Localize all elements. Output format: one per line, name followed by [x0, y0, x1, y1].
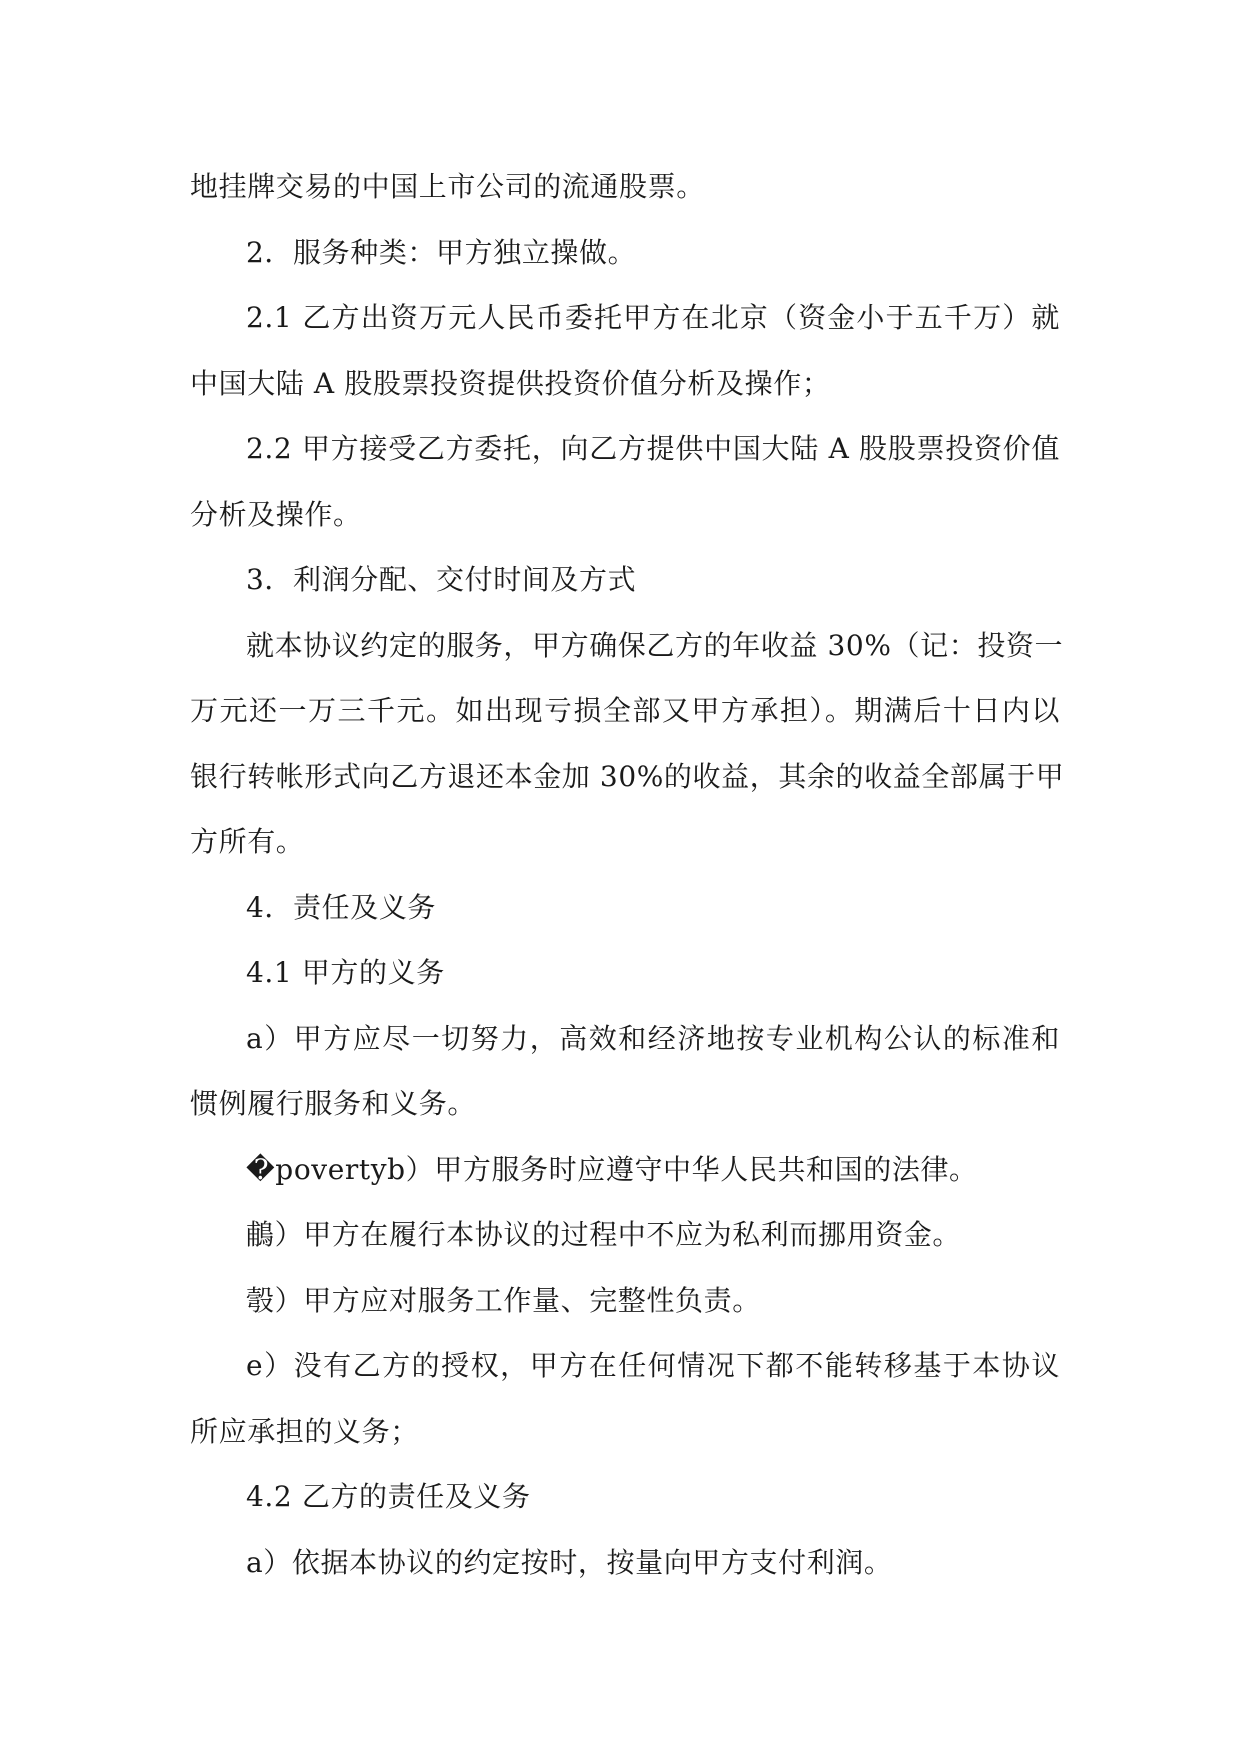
text-line: 分析及操作。 — [190, 497, 362, 531]
text-line: 万元还一万三千元。如出现亏损全部又甲方承担）。期满后十日内以 — [190, 694, 1060, 727]
text-line: 4.1 甲方的义务 — [246, 956, 445, 989]
text-line: 2．服务种类：甲方独立操做。 — [246, 235, 637, 269]
text-line: 3．利润分配、交付时间及方式 — [246, 563, 637, 596]
text-line: 4.2 乙方的责任及义务 — [246, 1480, 531, 1513]
text-line: 银行转帐形式向乙方退还本金加 30%的收益，其余的收益全部属于甲 — [190, 759, 1065, 793]
text-line: 地挂牌交易的中国上市公司的流通股票。 — [190, 170, 705, 203]
text-line: 4．责任及义务 — [246, 890, 437, 924]
text-line: �povertyb）甲方服务时应遵守中华人民共和国的法律。 — [246, 1152, 978, 1186]
text-line: 惯例履行服务和义务。 — [190, 1087, 477, 1120]
text-line: a）甲方应尽一切努力，高效和经济地按专业机构公认的标准和 — [246, 1021, 1060, 1055]
text-line: 就本协议约定的服务，甲方确保乙方的年收益 30%（记：投资一 — [246, 628, 1064, 662]
text-line: 彀）甲方应对服务工作量、完整性负责。 — [246, 1283, 761, 1317]
text-line: a）依据本协议的约定按时，按量向甲方支付利润。 — [246, 1545, 893, 1579]
text-line: 所应承担的义务； — [190, 1414, 419, 1448]
text-line: 鵏）甲方在履行本协议的过程中不应为私利而挪用资金。 — [246, 1218, 962, 1251]
text-line: 2.2 甲方接受乙方委托，向乙方提供中国大陆 A 股股票投资价值 — [246, 432, 1060, 465]
text-line: 2.1 乙方出资万元人民币委托甲方在北京（资金小于五千万）就 — [246, 301, 1060, 334]
document-body — [190, 154, 1065, 1595]
text-line: 中国大陆 A 股股票投资提供投资价值分析及操作； — [190, 366, 831, 400]
text-line: e）没有乙方的授权，甲方在任何情况下都不能转移基于本协议 — [246, 1349, 1060, 1382]
text-line: 方所有。 — [190, 825, 305, 858]
